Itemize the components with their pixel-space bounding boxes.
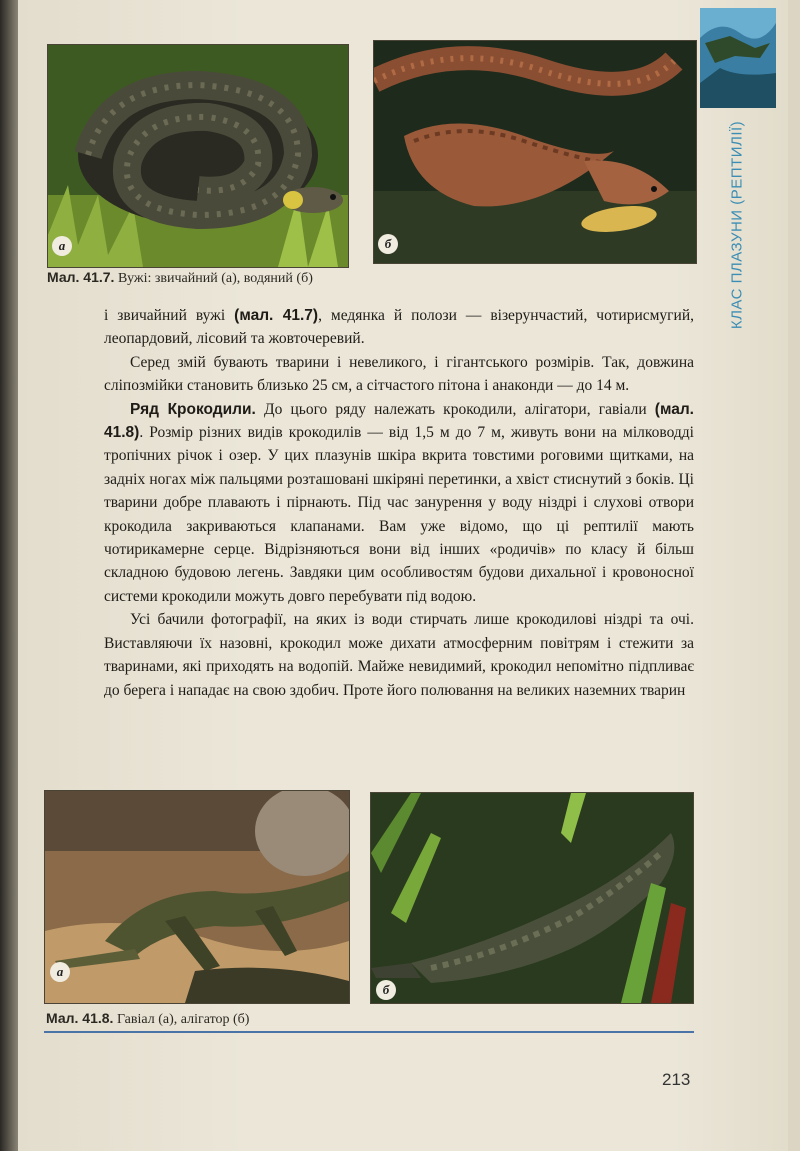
figure-label-a: а bbox=[52, 236, 72, 256]
photo-gharial bbox=[44, 790, 350, 1004]
figure-reference: (мал. 41.7) bbox=[234, 307, 319, 324]
bottom-divider bbox=[44, 1031, 694, 1033]
paragraph-3 bbox=[104, 398, 694, 609]
section-heading: Ряд Крокодили. bbox=[130, 400, 256, 418]
caption-ref: Мал. 41.8. bbox=[46, 1010, 114, 1026]
figure-label-b: б bbox=[376, 980, 396, 1000]
figure-reference: (мал. 41.8) bbox=[104, 400, 694, 442]
section-side-heading-box bbox=[722, 110, 752, 340]
section-side-heading: КЛАС ПЛАЗУНИ (РЕПТИЛІЇ) bbox=[728, 120, 746, 330]
paragraph-1 bbox=[104, 304, 694, 351]
figure-label-a: а bbox=[50, 962, 70, 982]
text-run: , медянка й полози — візерунчастий, чотирисмугий, леопардовий, лісовий та жовточеревий. bbox=[104, 307, 695, 348]
photo-water-snake bbox=[373, 40, 697, 264]
paragraph-2: Серед змій бувають тварини і невеликого, і гігантського розмірів. Так, довжина сліпозмійки становить близько 25 см, а сітчастого пітона і анаконди — до 14 м. bbox=[104, 353, 694, 395]
figure-label-b: б bbox=[378, 234, 398, 254]
photo-grass-snake bbox=[47, 44, 349, 268]
caption-text: Гавіал (а), алігатор (б) bbox=[116, 1012, 250, 1027]
body-text bbox=[104, 304, 694, 702]
photo-alligator bbox=[370, 792, 694, 1004]
text-run: і звичайний вужі bbox=[104, 307, 235, 324]
book-spine-shadow bbox=[0, 0, 18, 1151]
text-run: . Розмір різних видів крокодилів — від 1,5 м до 7 м, живуть вони на мілководді тропічних річок і озер. У цих плазунів шкіра вкрита товстими роговими щитками, на задніх ногах між пальцями розташовані шкіряні перетинки, а хвіст стиснутий з боків. Ці тварини добре плавають і пірнають. Під час занурення у воду ніздрі і слухові отвори крокодила закриваються клапанами. Вам уже відомо, що ці рептилії мають чотирикамерне серце. Відрізняються вони від інших «родичів» по класу й більш складною будовою легень. Завдяки цим особливостям будови дихальної і кровоносної системи крокодили можуть довго перебувати під водою. bbox=[104, 424, 694, 605]
figure-caption-41-7 bbox=[47, 269, 313, 287]
text-run: До цього ряду належать крокодили, алігатори, гавіали bbox=[255, 400, 655, 418]
corner-photo-decoration bbox=[700, 8, 776, 108]
paragraph-4: Усі бачили фотографії, на яких із води стирчать лише крокодилові ніздрі та очі. Виставляючи їх назовні, крокодил може дихати атмосферним повітрям і стежити за тваринами, які приходять на водопій. Майже невидимий, крокодил непомітно підпливає до берега і нападає на свою здобич. Проте його полювання на великих наземних тварин bbox=[104, 611, 694, 699]
figure-caption-41-8 bbox=[46, 1010, 249, 1028]
page-number: 213 bbox=[662, 1070, 691, 1089]
caption-text: Вужі: звичайний (а), водяний (б) bbox=[117, 271, 313, 286]
caption-ref: Мал. 41.7. bbox=[47, 269, 115, 285]
